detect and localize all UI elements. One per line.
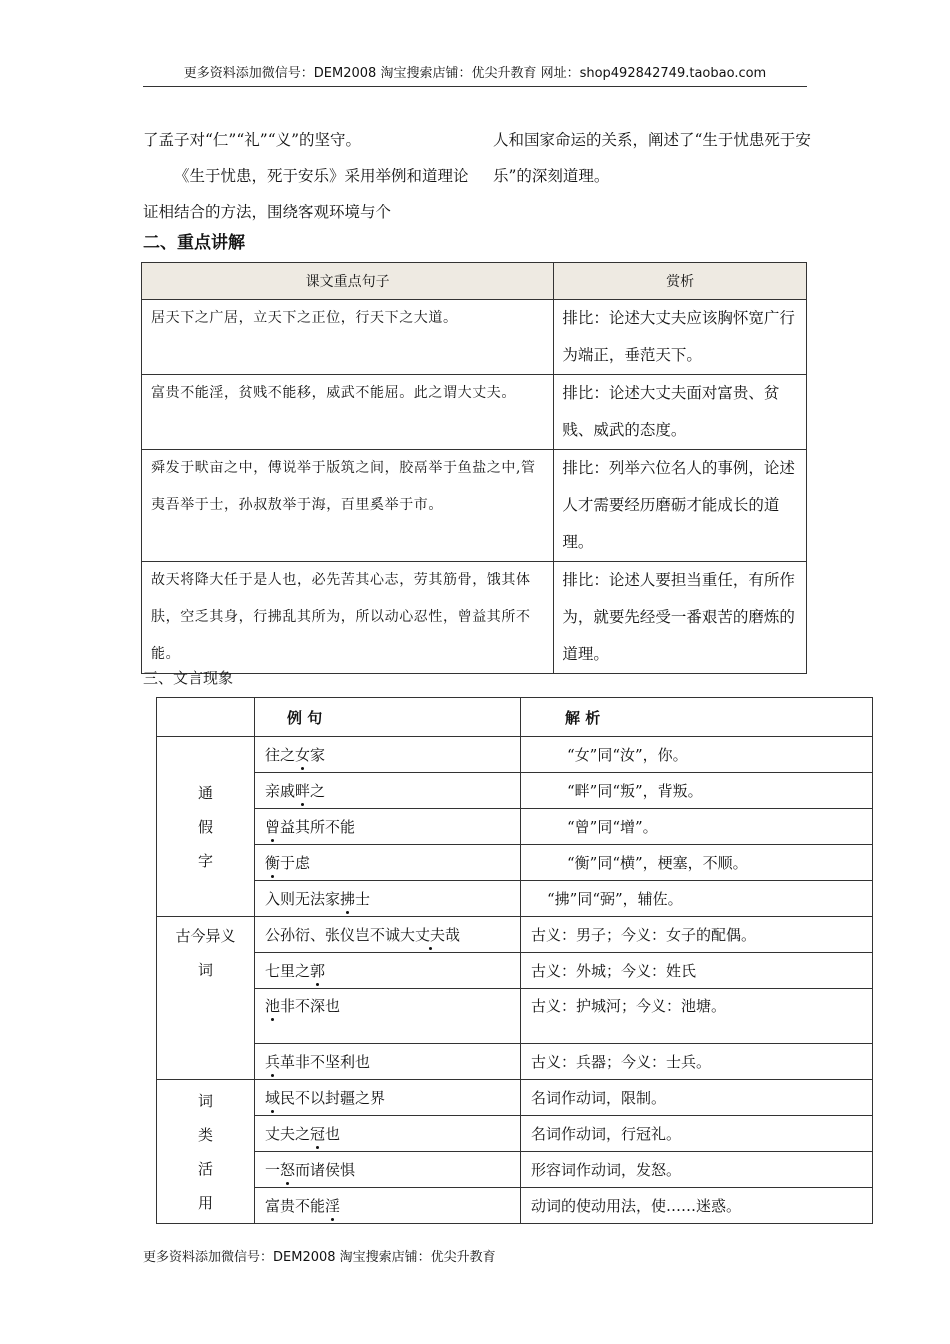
sentence-cell: 舜发于畎亩之中，傅说举于版筑之间，胶鬲举于鱼盐之中,管夷吾举于士，孙叔敖举于海，百里奚举于市。 xyxy=(142,450,554,562)
example-cell: 入则无法家拂士 xyxy=(255,881,521,917)
category-label: 词类活用 xyxy=(198,1091,214,1212)
intro-left-column xyxy=(143,122,478,230)
table-row xyxy=(157,1152,873,1188)
key-sentences-table xyxy=(141,262,807,674)
analysis-cell: “曾”同“增”。 xyxy=(521,809,873,845)
example-cell: 七里之郭 xyxy=(255,953,521,989)
section-2-heading: 二、重点讲解 xyxy=(143,233,245,253)
col-header-example: 例 句 xyxy=(255,698,521,737)
analysis-cell: “衡”同“横”，梗塞，不顺。 xyxy=(521,845,873,881)
emphasis-char: 郭 xyxy=(310,962,326,980)
intro-paragraph-cont: 人和国家命运的关系，阐述了“生于忧患死于安乐”的深刻道理。 xyxy=(493,131,811,185)
table-row xyxy=(157,809,873,845)
analysis-cell: “拂”同“弼”，辅佐。 xyxy=(521,881,873,917)
example-cell: 丈夫之冠也 xyxy=(255,1116,521,1152)
analysis-cell: 排比：论述大丈夫面对富贵、贫贱、威武的态度。 xyxy=(554,375,807,450)
table-row xyxy=(157,773,873,809)
analysis-cell: 古义：护城河；今义：池塘。 xyxy=(521,989,873,1044)
category-label: 通假字 xyxy=(198,783,214,870)
example-cell: 池非不深也 xyxy=(255,989,521,1044)
emphasis-char: 冠 xyxy=(310,1125,326,1143)
example-cell: 公孙衍、张仪岂不诚大丈夫哉 xyxy=(255,917,521,953)
emphasis-char: 衡 xyxy=(265,854,281,872)
table-row xyxy=(142,375,807,450)
category-cell xyxy=(157,737,255,917)
header-empty-cell xyxy=(157,698,255,737)
analysis-cell: 古义：兵器；今义：士兵。 xyxy=(521,1044,873,1080)
table-row xyxy=(157,917,873,953)
analysis-cell: 名词作动词，限制。 xyxy=(521,1080,873,1116)
example-cell: 域民不以封疆之界 xyxy=(255,1080,521,1116)
table-row xyxy=(157,989,873,1044)
example-cell: 曾益其所不能 xyxy=(255,809,521,845)
col-header-analysis: 解 析 xyxy=(521,698,873,737)
table-row xyxy=(157,1188,873,1224)
emphasis-char: 淫 xyxy=(325,1197,341,1215)
emphasis-char: 女 xyxy=(295,746,311,764)
table-header-row xyxy=(142,263,807,300)
emphasis-char: 域 xyxy=(265,1089,281,1107)
analysis-cell: “女”同“汝”，你。 xyxy=(521,737,873,773)
example-cell: 往之女家 xyxy=(255,737,521,773)
category-cell xyxy=(157,1080,255,1224)
page-header: 更多资料添加微信号：DEM2008 淘宝搜索店铺：优尖升教育 网址：shop492842749.taobao.com xyxy=(143,64,807,87)
analysis-cell: 动词的使动用法，使……迷惑。 xyxy=(521,1188,873,1224)
analysis-cell: “畔”同“叛”，背叛。 xyxy=(521,773,873,809)
table-row xyxy=(157,1080,873,1116)
example-cell: 富贵不能淫 xyxy=(255,1188,521,1224)
analysis-cell: 排比：列举六位名人的事例，论述人才需要经历磨砺才能成长的道理。 xyxy=(554,450,807,562)
col-header-analysis: 赏析 xyxy=(554,263,807,300)
analysis-cell: 古义：外城；今义：姓氏 xyxy=(521,953,873,989)
emphasis-char: 怒 xyxy=(280,1161,296,1179)
table-row xyxy=(142,562,807,674)
table-row xyxy=(157,737,873,773)
col-header-sentence: 课文重点句子 xyxy=(142,263,554,300)
analysis-cell: 古义：男子；今义：女子的配偶。 xyxy=(521,917,873,953)
table-row xyxy=(157,953,873,989)
intro-paragraph: 《生于忧患，死于安乐》采用举例和道理论证相结合的方法，围绕客观环境与个 xyxy=(143,167,469,221)
analysis-cell: 排比：论述人要担当重任，有所作为，就要先经受一番艰苦的磨炼的道理。 xyxy=(554,562,807,674)
category-label: 古今异义词 xyxy=(175,927,236,979)
analysis-cell: 名词作动词，行冠礼。 xyxy=(521,1116,873,1152)
category-cell xyxy=(157,917,255,1080)
table-row xyxy=(142,300,807,375)
analysis-cell: 形容词作动词，发怒。 xyxy=(521,1152,873,1188)
table-row xyxy=(157,1044,873,1080)
section-3-heading: 三、文言现象 xyxy=(143,669,234,687)
emphasis-char: 池 xyxy=(265,997,281,1015)
table-row xyxy=(157,881,873,917)
emphasis-char: 曾 xyxy=(265,818,281,836)
table-row xyxy=(142,450,807,562)
table-header-row xyxy=(157,698,873,737)
intro-right-column xyxy=(493,122,813,194)
example-cell: 衡于虑 xyxy=(255,845,521,881)
example-cell: 亲戚畔之 xyxy=(255,773,521,809)
analysis-cell: 排比：论述大丈夫应该胸怀宽广行为端正，垂范天下。 xyxy=(554,300,807,375)
emphasis-char: 拂 xyxy=(340,890,356,908)
table-row xyxy=(157,845,873,881)
classical-phenomena-table xyxy=(156,697,873,1224)
intro-line: 了孟子对“仁”“礼”“义”的坚守。 xyxy=(143,131,362,149)
sentence-cell: 故天将降大任于是人也，必先苦其心志，劳其筋骨，饿其体肤，空乏其身，行拂乱其所为，所以动心忍性，曾益其所不能。 xyxy=(142,562,554,674)
example-cell: 一怒而诸侯惧 xyxy=(255,1152,521,1188)
example-cell: 兵革非不坚利也 xyxy=(255,1044,521,1080)
table-row xyxy=(157,1116,873,1152)
sentence-cell: 居天下之广居，立天下之正位，行天下之大道。 xyxy=(142,300,554,375)
page-footer: 更多资料添加微信号：DEM2008 淘宝搜索店铺：优尖升教育 xyxy=(143,1250,496,1265)
emphasis-char: 兵 xyxy=(265,1053,281,1071)
emphasis-char: 丈夫 xyxy=(415,926,446,944)
sentence-cell: 富贵不能淫，贫贱不能移，威武不能屈。此之谓大丈夫。 xyxy=(142,375,554,450)
emphasis-char: 畔 xyxy=(295,782,311,800)
